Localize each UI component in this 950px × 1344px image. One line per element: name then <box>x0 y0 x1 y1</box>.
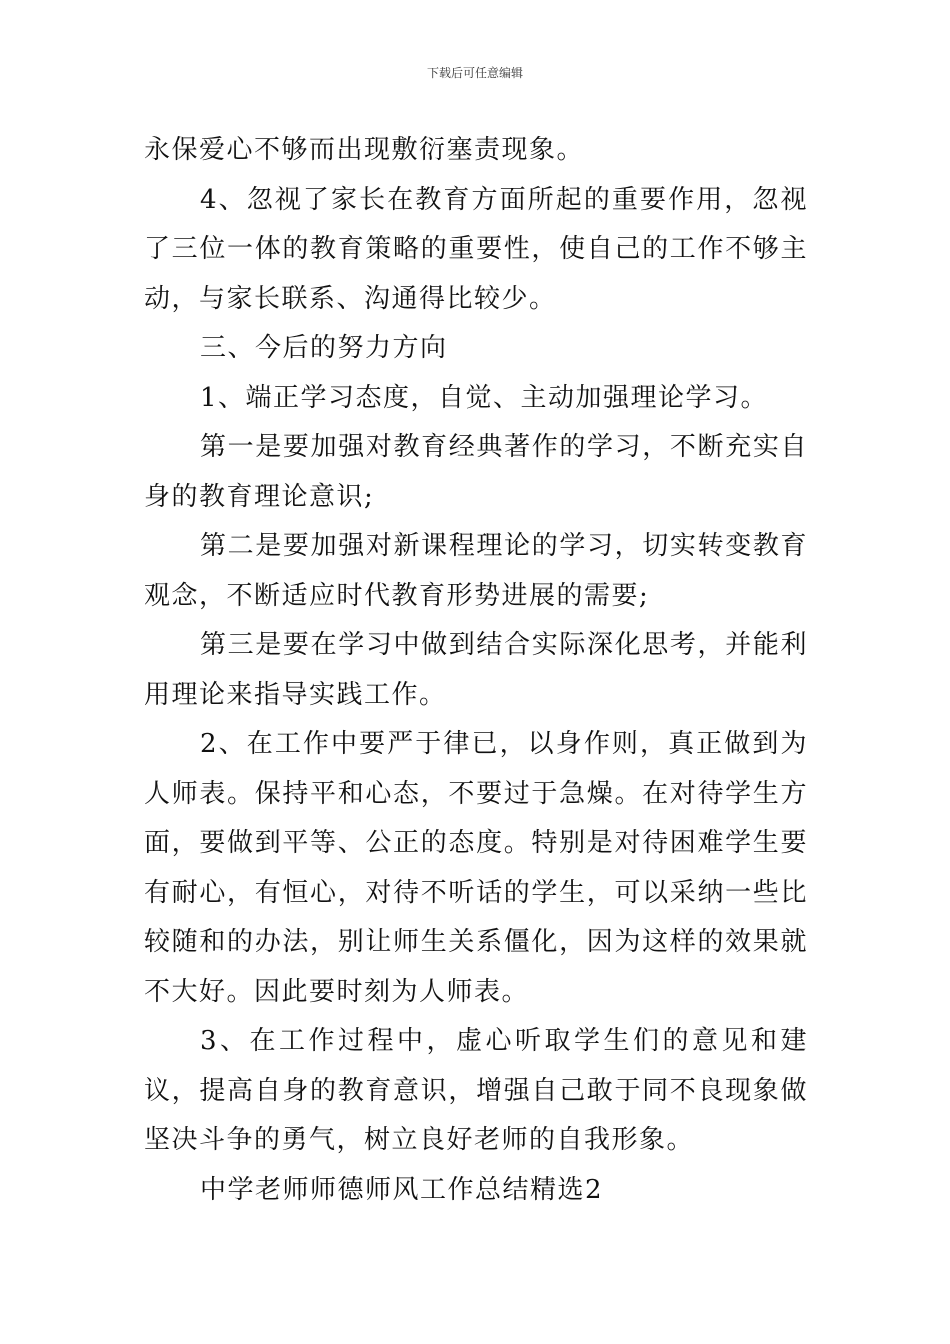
paragraph-second-point: 第二是要加强对新课程理论的学习，切实转变教育观念，不断适应时代教育形势进展的需要; <box>144 531 808 611</box>
paragraph-third-point: 第三是要在学习中做到结合实际深化思考，并能利用理论来指导实践工作。 <box>144 630 808 710</box>
paragraph-item-3: 3、在工作过程中，虚心听取学生们的意见和建议，提高自身的教育意识，增强自己敢于同不良现象做坚决斗争的勇气，树立良好老师的自我形象。 <box>144 1026 808 1155</box>
paragraph-continuation: 永保爱心不够而出现敷衍塞责现象。 <box>144 135 585 165</box>
paragraph-item-2: 2、在工作中要严于律已，以身作则，真正做到为人师表。保持平和心态，不要过于急燥。在对待学生方面，要做到平等、公正的态度。特别是对待困难学生要有耐心，有恒心，对待不听话的学生，可以采纳一些比较随和的办法，别让师生关系僵化，因为这样的效果就不大好。因此要时刻为人师表。 <box>144 729 808 1007</box>
section-heading-future-direction: 三、今后的努力方向 <box>200 333 448 363</box>
document-body <box>144 126 808 1215</box>
paragraph-first-point: 第一是要加强对教育经典著作的学习，不断充实自身的教育理论意识; <box>144 432 808 512</box>
paragraph-item-1: 1、端正学习态度，自觉、主动加强理论学习。 <box>200 382 769 413</box>
paragraph-item-4: 4、忽视了家长在教育方面所起的重要作用，忽视了三位一体的教育策略的重要性，使自己的工作不够主动，与家长联系、沟通得比较少。 <box>144 184 808 314</box>
header-note: 下载后可任意编辑 <box>426 66 523 80</box>
section-title-next: 中学老师师德师风工作总结精选2 <box>200 1174 604 1205</box>
